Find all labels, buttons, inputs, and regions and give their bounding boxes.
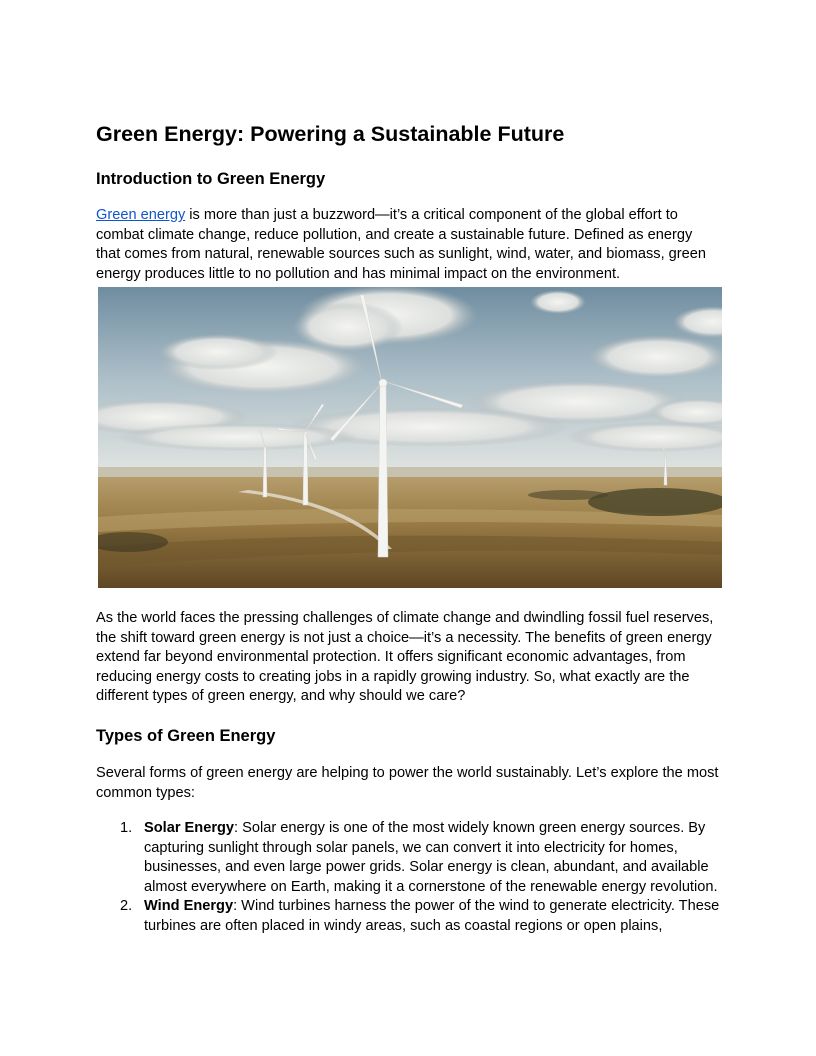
list-number: 1. [120, 820, 133, 836]
intro-paragraph-text: is more than just a buzzword—it’s a critical component of the global effort to combat climate change, reduce pollution, and create a sustainable future. Defined as energy that comes from natural, renewable sources such as sunlight, wind, water, and biomass, green energy produces little to no pollution and has minimal impact on the environment. [96, 207, 707, 282]
transition-paragraph: As the world faces the pressing challenges of climate change and dwindling fossil fuel reserves, the shift toward green energy is not just a choice—it’s a necessity. The benefits of green energy extend far beyond environmental protection. It offers significant economic advantages, from reducing energy costs to creating jobs in a rapidly growing industry. So, what exactly are the different types of green energy, and why should we care? [96, 610, 714, 704]
list-item-term: Solar Energy [144, 820, 235, 836]
section-heading-types: Types of Green Energy [96, 727, 276, 745]
intro-paragraph [96, 206, 720, 284]
green-energy-link[interactable]: Green energy [96, 207, 186, 223]
list-item-text: : Wind turbines harness the power of the wind to generate electricity. These turbines are often placed in windy areas, such as coastal regions or open plains, [144, 898, 720, 934]
types-intro-paragraph: Several forms of green energy are helping to power the world sustainably. Let’s explore the most common types: [96, 765, 719, 801]
page-title: Green Energy: Powering a Sustainable Future [96, 122, 565, 146]
list-item-text: : Solar energy is one of the most widely known green energy sources. By capturing sunlight through solar panels, we can convert it into electricity for homes, businesses, and even large power grids. Solar energy is clean, abundant, and available almost everywhere on Earth, making it a cornerstone of the renewable energy revolution. [144, 820, 718, 895]
list-item-term: Wind Energy [144, 898, 234, 914]
list-item-wind [96, 897, 720, 936]
list-number: 2. [120, 898, 133, 914]
energy-types-list [96, 819, 720, 936]
list-item-solar [96, 819, 720, 897]
wind-turbines-image [98, 287, 722, 588]
section-heading-introduction: Introduction to Green Energy [96, 170, 326, 188]
